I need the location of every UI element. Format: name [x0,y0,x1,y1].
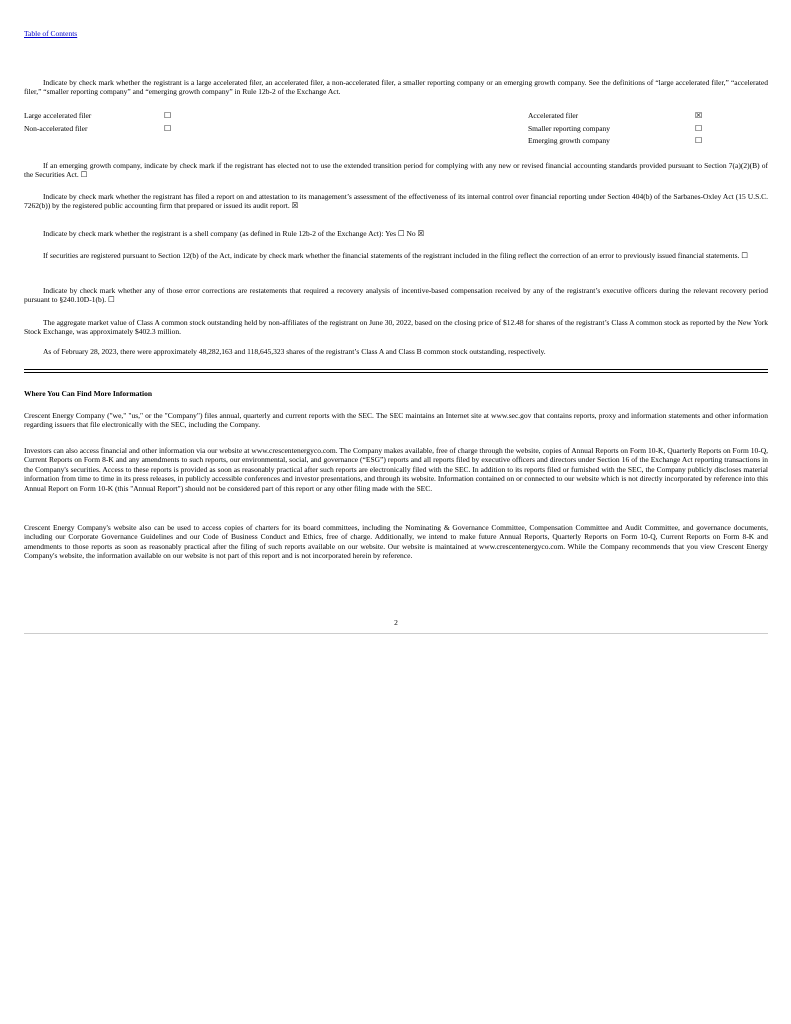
shell-company-paragraph: Indicate by check mark whether the registrant is a shell company (as defined in Rule 12b-2 of the Exchange Act): Yes ☐ No ☒ [43,229,425,238]
filer-status-intro: Indicate by check mark whether the registrant is a large accelerated filer, an accelerated filer, a non-accelerated filer, a smaller reporting company or an emerging growth company. See the definitions of “large accelerated filer,” “accelerated filer,” “smaller reporting company” and “emerging growth company” in Rule 12b-2 of the Exchange Act. [24,78,768,97]
filer-row [24,136,768,149]
section-divider [24,369,768,370]
page-bottom-divider [24,633,768,634]
aggregate-market-value-paragraph: The aggregate market value of Class A common stock outstanding held by non-affiliates of the registrant on June 30, 2022, based on the closing price of $12.48 for shares of the registrant’s Class A common stock as reported by the New York Stock Exchange, was approximately $402.3 million. [24,318,768,337]
filer-status-table [24,111,768,149]
page-number: 2 [394,618,398,627]
non-accelerated-filer-label: Non-accelerated filer [24,123,88,133]
large-accelerated-filer-label: Large accelerated filer [24,111,92,120]
emerging-growth-company-label: Emerging growth company [528,136,610,145]
internal-control-paragraph: Indicate by check mark whether the registrant has filed a report on and attestation to its management’s assessment of the effectiveness of its internal control over financial reporting under Section 404(b) of the Sarbanes-Oxley Act (15 U.S.C. 7262(b)) by the registered public accounting firm that prepared or issued its audit report. ☒ [24,192,768,211]
emerging-growth-paragraph: If an emerging growth company, indicate by check mark if the registrant has elected not to use the extended transition period for complying with any new or revised financial accounting standards provided pursuant to Section 7(a)(2)(B) of the Securities Act. ☐ [24,161,768,180]
large-accelerated-filer-checkbox: ☐ [164,111,172,120]
emerging-growth-company-checkbox: ☐ [695,136,703,145]
recovery-analysis-paragraph: Indicate by check mark whether any of those error corrections are restatements that required a recovery analysis of incentive-based compensation received by any of the registrant’s executive officers during the relevant recovery period pursuant to §240.10D-1(b). ☐ [24,286,768,305]
filer-row [24,124,768,137]
governance-documents-paragraph: Crescent Energy Company's website also can be used to access copies of charters for its board committees, including the Nominating & Governance Committee, Compensation Committee and Audit Committee, and governance documents, including our Corporate Governance Guidelines and our Code of Business Conduct and Ethics, free of charge. Additionally, we intend to make future Annual Reports, Quarterly Reports on Form 10-Q, Current Reports on Form 8-K and amendments to those reports as soon as reasonably practical after the filing of such reports available on our website. Our website is maintained at www.crescentenergyco.com. While the Company recommends that you view Crescent Energy Company's website, the information available on our website is not part of this report and is not incorporated herein by reference. [24,523,768,561]
accelerated-filer-checkbox: ☒ [695,111,703,120]
sec-filings-paragraph: Crescent Energy Company ("we," "us," or the "Company") files annual, quarterly and current reports with the SEC. The SEC maintains an Internet site at www.sec.gov that contains reports, proxy and information statements and other information regarding issuers that file electronically with the SEC, including the Company. [24,411,768,430]
section-heading: Where You Can Find More Information [24,389,152,398]
website-access-paragraph: Investors can also access financial and other information via our website at www.crescentenergyco.com. The Company makes available, free of charge through the website, copies of Annual Reports on Form 10-K, Quarterly Reports on Form 10-Q, Current Reports on Form 8-K and any amendments to such reports, our environmental, social, and governance (“ESG”) reports and all reports filed by executive officers and directors under Section 16 of the Exchange Act reporting transactions in the Company's securities. Access to these reports is provided as soon as reasonably practical after such reports are electronically filed with the SEC. In addition to its reports filed or furnished with the SEC, the Company publicly discloses material information from time to time in its press releases, in publicly accessible conferences and investor presentations, and through its website. Information contained on or connected to our website which is not directly incorporated by reference into this Annual Report on Form 10-K (this "Annual Report") should not be considered part of this report or any other filing made with the SEC. [24,446,768,493]
table-of-contents-link[interactable]: Table of Contents [24,29,78,38]
filer-row [24,111,768,124]
smaller-reporting-company-label: Smaller reporting company [528,123,611,133]
non-accelerated-filer-checkbox: ☐ [164,123,172,133]
restatement-paragraph: If securities are registered pursuant to Section 12(b) of the Act, indicate by check mark whether the financial statements of the registrant included in the filing reflect the correction of an error to previously issued financial statements. ☐ [43,251,749,260]
shares-outstanding-paragraph: As of February 28, 2023, there were approximately 48,282,163 and 118,645,323 shares of the registrant’s Class A and Class B common stock outstanding, respectively. [43,347,546,356]
accelerated-filer-label: Accelerated filer [528,111,579,120]
smaller-reporting-company-checkbox: ☐ [695,123,703,133]
section-divider [24,372,768,373]
